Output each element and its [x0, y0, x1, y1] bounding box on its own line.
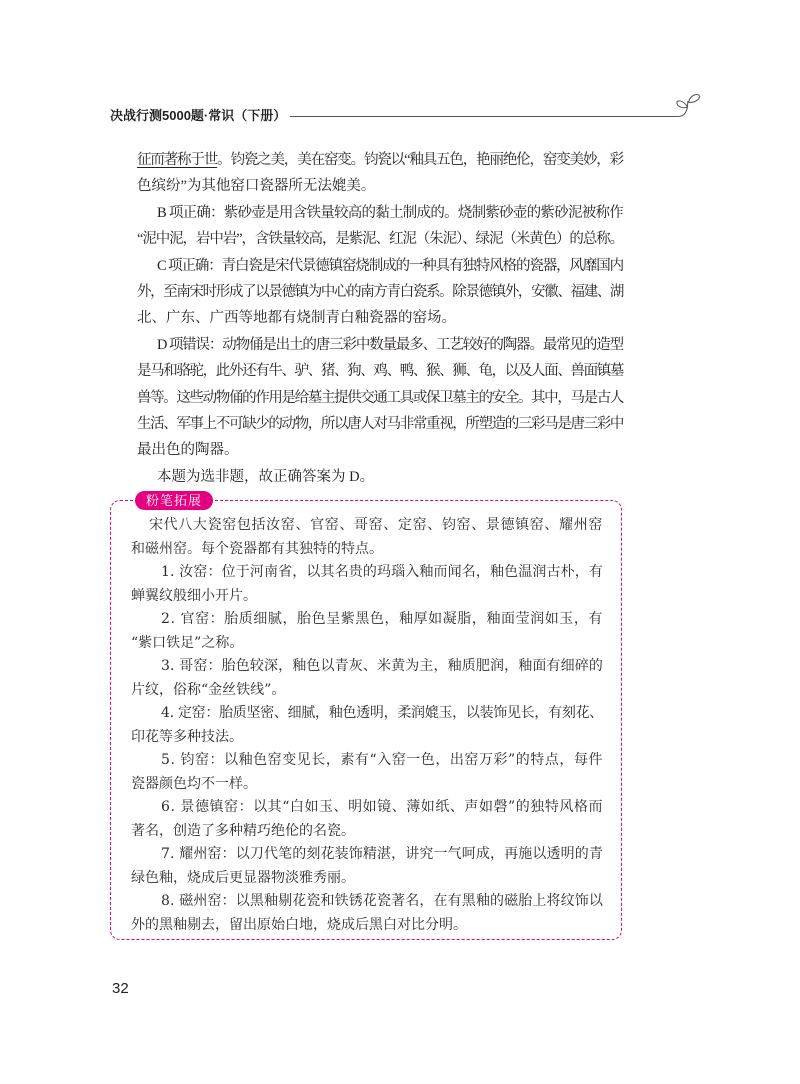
text-line — [131, 538, 603, 562]
paragraph — [137, 147, 623, 200]
text-line — [131, 632, 603, 656]
text-line-content: 1. 汝窑：位于河南省，以其名贵的玛瑙入釉而闻名，釉色温润古朴，有 — [161, 564, 603, 580]
text-line — [137, 385, 623, 411]
text-line-content: 绿色釉，烧成后更显器物淡雅秀丽。 — [131, 869, 355, 886]
extension-box — [110, 500, 622, 940]
text-line — [137, 358, 623, 384]
header-rule-line — [290, 101, 688, 117]
text-line — [131, 561, 603, 585]
text-line — [131, 608, 603, 632]
text-line — [137, 332, 623, 358]
text-line — [131, 796, 603, 820]
text-line — [131, 820, 603, 844]
text-line-content: 片纹，俗称“金丝铁线”。 — [131, 681, 286, 698]
text-line-content: 和磁州窑。每个瓷器都有其独特的特点。 — [131, 540, 383, 557]
text-line-content — [137, 147, 623, 173]
underlined-phrase: 征而著称于世 — [137, 152, 218, 168]
text-line-content: 著名，创造了多种精巧绝伦的名瓷。 — [131, 822, 355, 839]
text-line-content: 7. 耀州窑：以刀代笔的刻花装饰精湛，讲究一气呵成，再施以透明的青 — [161, 846, 603, 862]
text-line-content: 2. 官窑：胎质细腻，胎色呈紫黑色，釉厚如凝脂，釉面莹润如玉，有 — [161, 611, 603, 627]
text-line-content: 外，至南宋时形成了以景德镇为中心的南方青白瓷系。除景德镇外，安徽、福建、湖 — [137, 283, 623, 300]
text-line-content: 本题为选非题，故正确答案为 D。 — [157, 468, 375, 485]
text-line-content: D 项错误：动物俑是出土的唐三彩中数量最多、工艺较好的陶器。最常见的造型 — [157, 336, 624, 353]
text-line-content: 兽等。这些动物俑的作用是给墓主提供交通工具或保卫墓主的安全。其中，马是古人 — [137, 389, 623, 406]
text-run: 。钧瓷之美，美在窑变。钧瓷以“釉具五色，艳丽绝伦，窑变美妙，彩 — [217, 152, 624, 168]
text-line — [137, 173, 623, 199]
text-line-content: 印花等多种技法。 — [131, 728, 243, 745]
text-line — [131, 679, 603, 703]
extension-paragraph — [131, 608, 603, 655]
text-line-content: 5. 钧窑：以釉色窑变见长，素有“入窑一色，出窑万彩”的特点，每件 — [161, 752, 603, 768]
page-number: 32 — [112, 980, 129, 997]
text-line — [137, 464, 623, 490]
text-line-content: “紫口铁足”之称。 — [131, 634, 244, 651]
paragraph — [137, 464, 623, 490]
text-line-content: 北、广东、广西等地都有烧制青白釉瓷器的窑场。 — [137, 310, 456, 327]
text-line — [131, 749, 603, 773]
sprout-icon — [288, 90, 708, 130]
text-line — [137, 200, 623, 226]
sprout-right-leaf — [689, 94, 700, 102]
text-line — [131, 843, 603, 867]
text-line-content: 最出色的陶器。 — [137, 442, 239, 459]
extension-paragraph — [131, 655, 603, 702]
text-line — [137, 411, 623, 437]
text-line-content: 蝉翼纹般细小开片。 — [131, 587, 257, 604]
text-line-content: 外的黑釉剔去，留出原始白地，烧成后黑白对比分明。 — [131, 916, 467, 933]
paragraph — [137, 200, 623, 253]
paragraph — [137, 332, 623, 464]
extension-paragraph — [131, 514, 603, 561]
sprout-left-leaf — [677, 101, 688, 108]
running-header-title: 决战行测5000题·常识（下册） — [110, 108, 287, 123]
text-line-content: 8. 磁州窑：以黑釉剔花瓷和铁锈花瓷著名，在有黑釉的磁胎上将纹饰以 — [161, 893, 603, 909]
extension-paragraph — [131, 561, 603, 608]
paragraph — [137, 253, 623, 332]
text-line-content: 3. 哥窑：胎色较深，釉色以青灰、米黄为主，釉质肥润，釉面有细碎的 — [161, 658, 603, 674]
text-line — [131, 655, 603, 679]
text-line-content: B 项正确：紫砂壶是用含铁量较高的黏土制成的。烧制紫砂壶的紫砂泥被称作 — [157, 204, 623, 221]
text-line — [137, 279, 623, 305]
text-line — [131, 585, 603, 609]
text-line — [131, 702, 603, 726]
text-line-content: “泥中泥，岩中岩”，含铁量较高，是紫泥、红泥（朱泥）、绿泥（米黄色）的总称。 — [137, 231, 623, 248]
extension-paragraph — [131, 843, 603, 890]
extension-paragraph — [131, 749, 603, 796]
text-line — [137, 253, 623, 279]
extension-paragraph — [131, 890, 603, 937]
text-line-content: 6. 景德镇窑：以其“白如玉、明如镜、薄如纸、声如磬”的独特风格而 — [161, 799, 603, 815]
text-line-content: 生活、军事上不可缺少的动物，所以唐人对马非常重视，所塑造的三彩马是唐三彩中 — [137, 415, 623, 432]
text-line — [131, 773, 603, 797]
text-line-content: C 项正确：青白瓷是宋代景德镇窑烧制成的一种具有独特风格的瓷器，风靡国内 — [157, 257, 623, 274]
text-line — [137, 147, 623, 173]
text-line — [131, 914, 603, 938]
text-line-content: 色缤纷”为其他窑口瓷器所无法媲美。 — [137, 178, 376, 195]
text-line — [131, 890, 603, 914]
extension-paragraph — [131, 796, 603, 843]
extension-paragraph — [131, 702, 603, 749]
answer-explanation — [137, 147, 623, 490]
extension-label: 粉笔拓展 — [135, 491, 213, 510]
text-line — [131, 867, 603, 891]
text-line — [131, 726, 603, 750]
text-line — [131, 514, 603, 538]
text-line — [137, 305, 623, 331]
extension-content — [131, 514, 603, 937]
text-line-content: 瓷器颜色均不一样。 — [131, 775, 257, 792]
text-line-content: 是马和骆驼，此外还有牛、驴、猪、狗、鸡、鸭、猴、狮、龟，以及人面、兽面镇墓 — [137, 363, 623, 380]
text-line — [137, 226, 623, 252]
text-line — [137, 437, 623, 463]
text-line-content: 宋代八大瓷窑包括汝窑、官窑、哥窑、定窑、钧窑、景德镇窑、耀州窑 — [149, 517, 603, 533]
text-line-content: 4. 定窑：胎质坚密、细腻，釉色透明，柔润媲玉，以装饰见长，有刻花、 — [161, 705, 603, 721]
